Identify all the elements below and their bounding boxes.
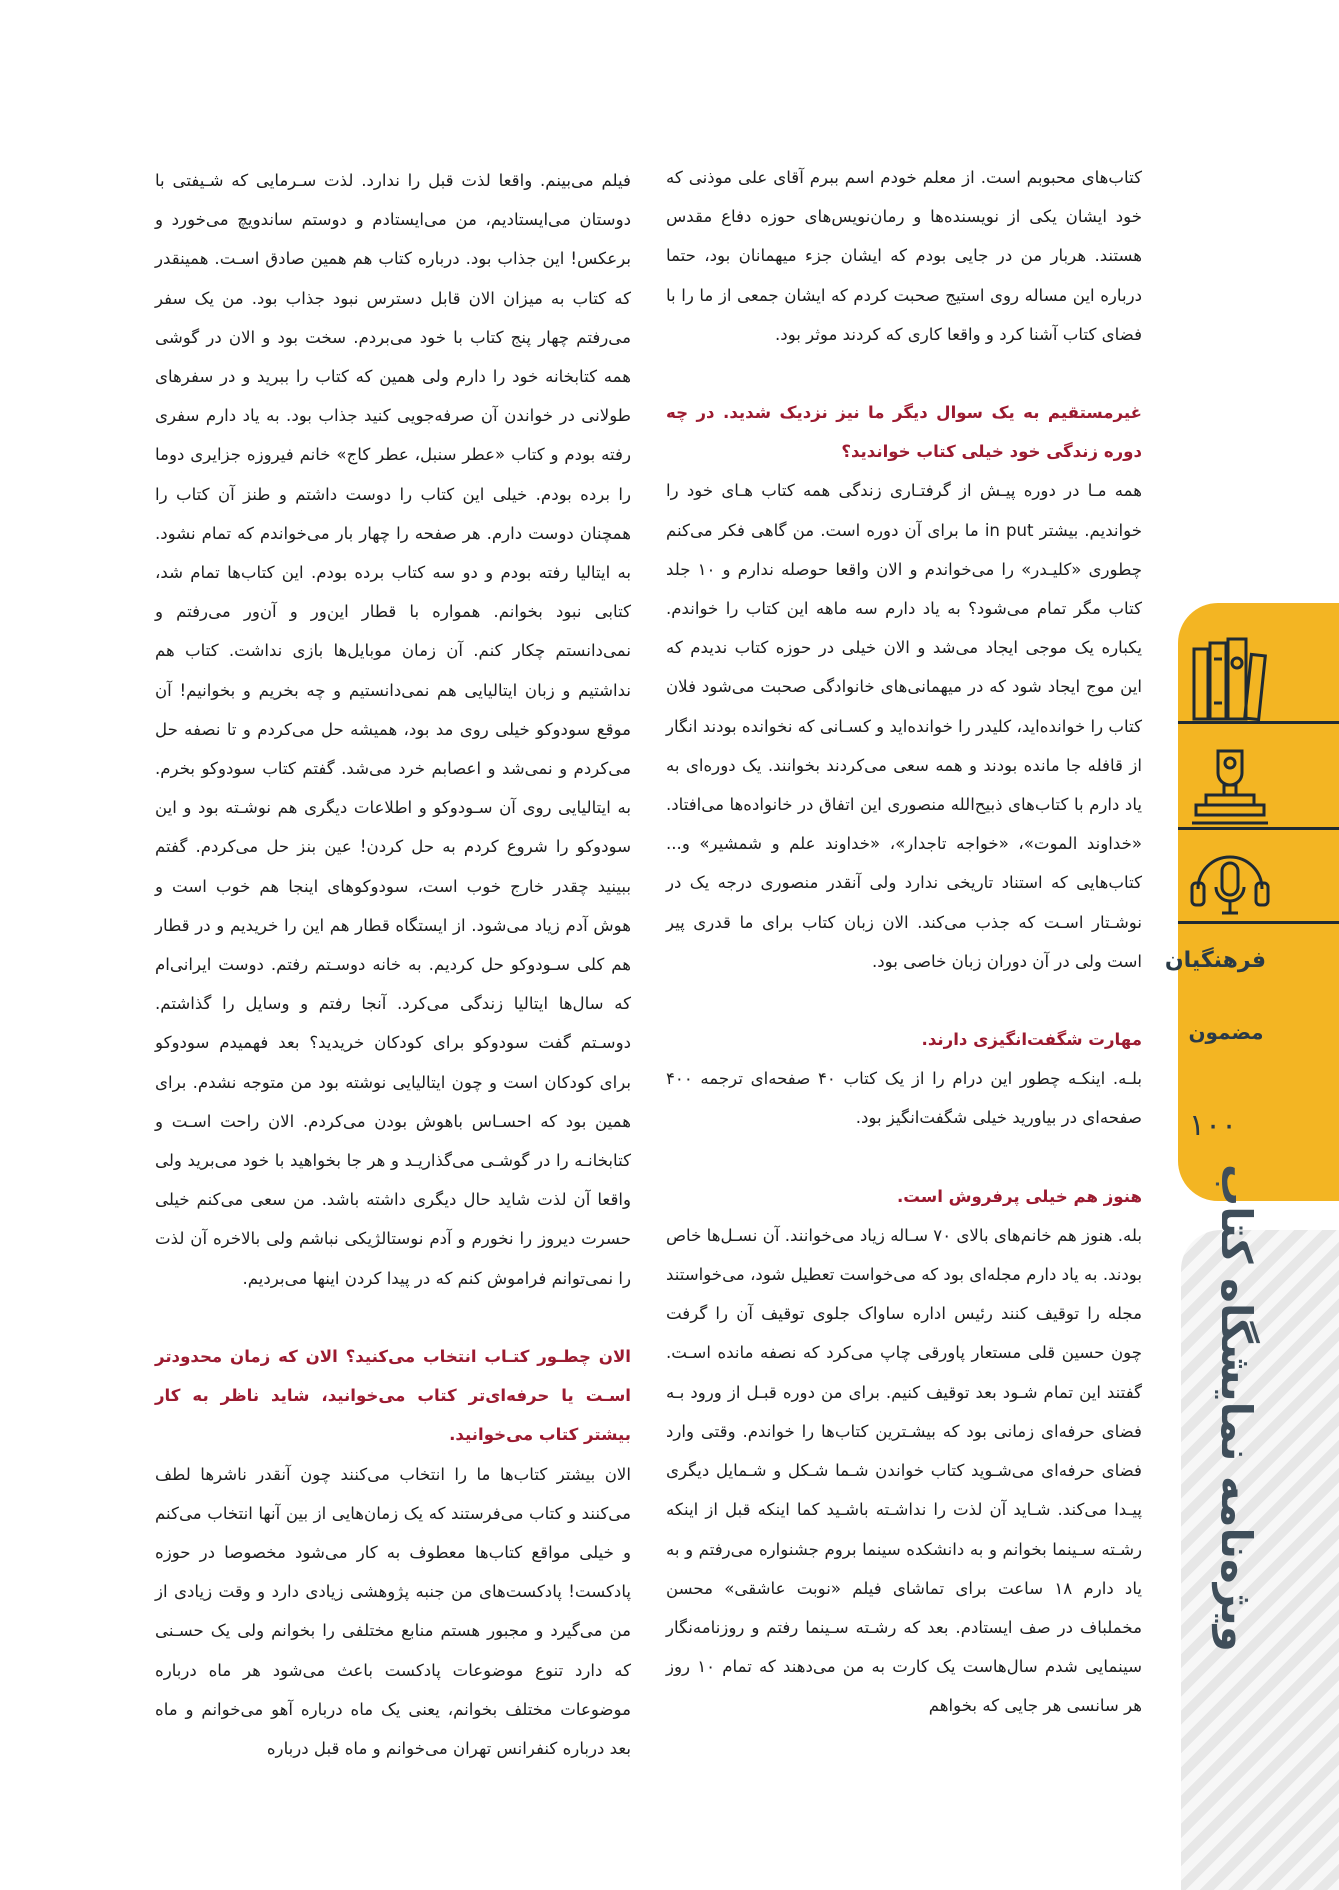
shelf-line [1178,827,1339,830]
paragraph: کتاب‌های محبوبم است. از معلم خودم اسم ببرم آقای علی موذنی که خود ایشان یکی از نویسنده‌ها و رمان‌نویس‌های حوزه دفاع مقدس هستند. هربار من در جایی بودم که ایشان جزء میهمانان بود، حتما درباره این مساله روی استیج صحبت کردم که ایشان جمعی از ما را با فضای کتاب آشنا کرد و واقعا کاری که کردند موثر بود. [666,168,1142,344]
paragraph: الان بیشتر کتاب‌ها ما را انتخاب می‌کنند چون آنقدر ناشرها لطف می‌کنند و کتاب می‌فرستند که یک زمان‌هایی از بین آنها انتخاب می‌کنم و خیلی مواقع کتاب‌ها معطوف به کار می‌شود مخصوصا در حوزه پادکست! پادکست‌های من جنبه پژوهشی زیادی دارد و وقت زیادی از من می‌گیرد و مجبور هستم منابع مختلفی را بخوانم ولی یک حسـنی که دارد تنوع موضوعات پادکست باعث می‌شود هر ماه درباره موضوعات مختلف بخوانم، یعنی یک ماه درباره آهو می‌خوانم و ماه بعد درباره کنفرانس تهران می‌خوانم و ماه قبل درباره [155,1464,631,1758]
paragraph: فیلم می‌بینم. واقعا لذت قبل را ندارد. لذت سـرمایی که شـیفتی با دوستان می‌ایستادیم، من می‌ایستادم و دوستم ساندویچ می‌خورد و برعکس! این جذاب بود. درباره کتاب هم همین صادق اسـت. همینقدر که کتاب به میزان الان قابل دسترس نبود جذاب بود. من یک سفر می‌رفتم چهار پنج کتاب با خود می‌بردم. سخت بود و الان در گوشی همه کتابخانه خود را دارم ولی همین که کتاب را ببرید و در سفرهای طولانی در خواندن آن صرفه‌جویی کنید جذاب بود. به یاد دارم سفری رفته بودم و کتاب «عطر سنبل، عطر کاج» خانم فیروزه جزایری دوما را برده بودم. خیلی این کتاب را دوست داشتم و طنز آن کتاب را همچنان دوست دارم. هر صفحه را چهار بار می‌خواندم که تمام نشود. به ایتالیا رفته بودم و دو سه کتاب برده بودم. این کتاب‌ها تمام شد، کتابی نبود بخوانم. همواره با قطار این‌ور و آن‌ور می‌رفتم و نمی‌دانستم چکار کنم. آن زمان موبایل‌ها بازی نداشت. کتاب هم نداشتیم و زبان ایتالیایی هم نمی‌دانستیم و چه بخریم و بخوانیم! آن موقع سودوکو خیلی روی مد بود، همیشه حل می‌کردم و تا نصفه حل می‌کردم و نمی‌شد و اعصابم خرد می‌شد. گفتم کتاب سودوکو بخرم. به ایتالیایی روی آن سـودوکو و اطلاعات دیگری هم نوشـته بود و این سودوکو را شروع کردم به حل کردن! عین بنز حل می‌کردم. گفتم ببینید چقدر خارج خوب است، سودوکوهای اینجا هم خوب است و هوش آدم زیاد می‌شود. از ایستگاه قطار هم این را خریدیم و در قطار هم کلی سـودوکو حل کردیم. به خانه دوسـتم رفتم. دوست ایرانی‌ام که سال‌ها ایتالیا زندگی می‌کرد. آنجا رفتم و وسایل را گذاشتم. دوسـتم گفت سودوکو برای کودکان خریدید؟ بعد فهمیدم سودوکو برای کودکان است و چون ایتالیایی نوشته بود من متوجه نشدم. برای همین بود که احسـاس باهوش بودن می‌کردم. الان راحت اسـت و کتابخانـه را در گوشـی می‌گذاریـد و هر جا بخواهید با خود می‌برید ولی واقعا آن لذت شاید حال دیگری داشته باشد. من سعی می‌کنم خیلی حسرت دیروز را نخورم و آدم نوستالژیکی نباشم ولی بالاخره آن لذت را نمی‌توانم فراموش کنم که در پیدا کردن اینها می‌بردیم. [155,171,631,1288]
shelf-line [1178,721,1339,724]
interview-question: الان چطـور کتـاب انتخاب می‌کنید؟ الان که زمان محدودتر اسـت یا حرفه‌ای‌تر کتاب می‌خوانید، شاید ناظر به کار بیشتر کتاب می‌خوانید. [155,1346,631,1445]
sidebar-title: ویژه‌نامه نمایشگاه کتاب [1212,1164,1261,1652]
paragraph-gap [155,1298,631,1337]
paragraph: همه مـا در دوره پیـش از گرفتـاری زندگی همه کتاب هـای خود را خواندیم. بیشتر in put ما برای آن دوره است. من گاهی فکر می‌کنم چطوری «کلیـدر» را می‌خواندم و الان واقعا حوصله ندارم و ۱۰ جلد کتاب مگر تمام می‌شود؟ به یاد دارم سه ماهه این کتاب را خواندم. یکباره یک موجی ایجاد می‌شد و الان خیلی در حوزه کتاب ندیدم که این موج ایجاد شود که در میهمانی‌های خانوادگی صحبت می‌شود فلان کتاب را خوانده‌اید، کلیدر را خوانده‌اید و کسـانی که نخوانده بودند انگار از قافله جا مانده بودند و همه سعی می‌کردند بخوانند. یک دوره‌ای به یاد دارم با کتاب‌های ذبیح‌الله منصوری این اتفاق در خانواده‌ها می‌افتاد. «خداوند الموت»، «خواجه تاجدار»، «خداوند علم و شمشیر» و... کتاب‌هایی که استناد تاریخی ندارد ولی آنقدر منصوری درجه یک در نوشـتار اسـت که جذب می‌کند. الان زبان کتاب برای ما قدری پیر است ولی در آن دوران زبان خاصی بود. [666,481,1142,971]
page-number: ۱۰۰ [1188,1108,1238,1143]
interview-question: هنوز هم خیلی پرفروش است. [897,1186,1142,1206]
podcast-microphone-icon [1188,843,1272,921]
award-trophy-icon [1190,743,1270,827]
interview-question: غیرمستقیم به یک سوال دیگر ما نیز نزدیک شدید. در چه دوره زندگی خود خیلی کتاب خواندید؟ [666,403,1142,462]
category-label: مضمون [1188,1020,1264,1044]
paragraph-gap [666,354,1142,393]
article-column-right [666,158,1142,1726]
section-label-brand: فرهنگیان [1164,948,1266,973]
shelf-line [1178,921,1339,924]
paragraph-gap [666,981,1142,1020]
books-icon [1190,637,1268,721]
paragraph: بلـه. اینکـه چطور این درام را از یک کتاب ۴۰ صفحه‌ای ترجمه ۴۰۰ صفحه‌ای در بیاورید خیلی شگفت‌انگیز بود. [666,1069,1142,1128]
paragraph: بله. هنوز هم خانم‌های بالای ۷۰ سـاله زیاد می‌خوانند. آن نسـل‌ها خاص بودند. به یاد دارم مجله‌ای بود که می‌خواست تعطیل شود، می‌خواستند مجله را توقیف کنند رئیس اداره ساواک جلوی توقیف آن را گرفت چون حسین قلی مستعار پاورقی چاپ می‌کرد که نصفه مانده اسـت. گفتند این تمام شـود بعد توقیف کنیم. برای من دوره قبـل از ورود بـه فضای حرفه‌ای زمانی بود که بیشـترین کتاب‌ها را خواندم. وقتی وارد فضای حرفه‌ای می‌شـوید کتاب خواندن شـما شـکل و شـمایل دیگری پیـدا می‌کند. شـاید آن لذت را نداشـته باشـید کما اینکه قبل از اینکه رشـته سـینما بخوانم و به دانشکده سینما بروم جشنواره می‌رفتم و به یاد دارم ۱۸ ساعت برای تماشای فیلم «نوبت عاشقی» محسن مخملباف در صف ایستادم. بعد که رشـته سـینما رفتم و روزنامه‌نگار سینمایی شدم سال‌هاست یک کارت به من می‌دهند که تمام ۱۰ روز هر سانسی هر جایی که بخواهم [666,1225,1142,1716]
interview-question: مهارت شگفت‌انگیزی دارند. [921,1030,1142,1050]
article-column-left [155,161,631,1768]
paragraph-gap [666,1138,1142,1177]
